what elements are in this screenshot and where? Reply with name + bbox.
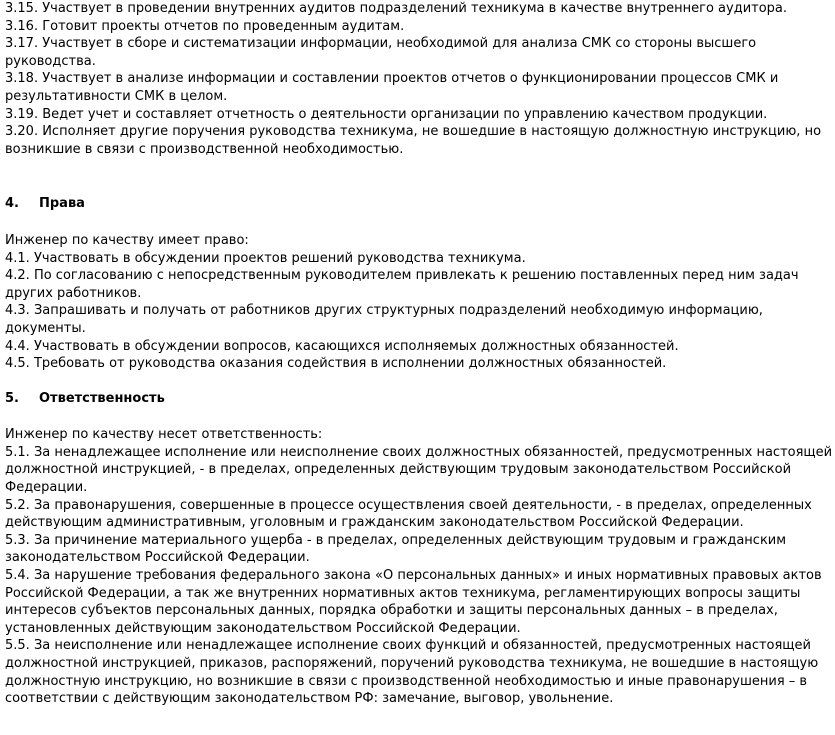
rights-intro: Инженер по качеству имеет право: — [5, 232, 249, 248]
section-heading-responsibility — [5, 390, 834, 408]
duty-item-3-19: 3.19. Ведет учет и составляет отчетность о деятельности организации по управлению качеством продукции. — [5, 106, 768, 122]
responsibility-item-5-4: 5.4. За нарушение требования федерального закона «О персональных данных» и иных нормативных правовых актов Российской Федерации, а так же внутренних нормативных актов техникума, регламентирующих вопросы защиты интересов субъектов персональных данных, порядка обработки и защиты персональных данных – в пределах, установленных действующим законодательством Российской Федерации. — [5, 568, 822, 636]
duty-item-3-20: 3.20. Исполняет другие поручения руководства техникума, не вошедшие в настоящую должностную инструкцию, но возникшие в связи с производственной необходимостью. — [5, 124, 822, 157]
responsibility-item-5-1: 5.1. За ненадлежащее исполнение или неисполнение своих должностных обязанностей, предусмотренных настоящей должностной инструкцией, - в пределах, определенных действующим трудовым законодательством Российской Федерации. — [5, 444, 833, 496]
section-number: 5. — [5, 390, 19, 406]
responsibility-item-5-5: 5.5. За неисполнение или ненадлежащее исполнение своих функций и обязанностей, предусмотренных настоящей должностной инструкцией, приказов, распоряжений, поручений руководства техникума, не вошедшие в настоящую должностную инструкцию, но возникшие в связи с производственной необходимостью и иные правонарушения – в соответствии с действующим законодательством РФ: замечание, выговор, увольнение. — [5, 638, 819, 707]
duty-item-3-15: 3.15. Участвует в проведении внутренних аудитов подразделений техникума в качестве внутреннего аудитора. — [5, 1, 788, 16]
section-rights — [5, 195, 834, 372]
rights-item-4-1: 4.1. Участвовать в обсуждении проектов решений руководства техникума. — [5, 250, 526, 266]
responsibility-item-5-2: 5.2. За правонарушения, совершенные в процессе осуществления своей деятельности, - в пределах, определенных действующим административным, уголовным и гражданским законодательством Российской Федерации. — [5, 497, 812, 531]
duties-continuation — [5, 0, 834, 158]
duty-item-3-16: 3.16. Готовит проекты отчетов по проведенным аудитам. — [5, 18, 405, 34]
responsibility-intro: Инженер по качеству несет ответственность: — [5, 427, 323, 443]
rights-item-4-4: 4.4. Участвовать в обсуждении вопросов, касающихся исполняемых должностных обязанностей. — [5, 338, 679, 354]
section-title: Права — [39, 196, 85, 212]
spacer — [5, 158, 834, 195]
spacer — [5, 373, 834, 390]
rights-item-4-5: 4.5. Требовать от руководства оказания содействия в исполнении должностных обязанностей. — [5, 356, 667, 372]
section-responsibility — [5, 390, 834, 708]
rights-item-4-2: 4.2. По согласованию с непосредственным руководителем привлекать к решению поставленных перед ним задач других работников. — [5, 268, 799, 301]
spacer — [5, 407, 834, 426]
responsibility-item-5-3: 5.3. За причинение материального ущерба - в пределах, определенных действующим трудовым и гражданским законодательством Российской Федерации. — [5, 532, 787, 566]
section-heading-rights — [5, 195, 834, 213]
rights-item-4-3: 4.3. Запрашивать и получать от работников других структурных подразделений необходимую информацию, документы. — [5, 303, 763, 336]
section-number: 4. — [5, 196, 19, 212]
spacer — [5, 213, 834, 232]
duty-item-3-17: 3.17. Участвует в сборе и систематизации информации, необходимой для анализа СМК со стороны высшего руководства. — [5, 36, 757, 69]
duty-item-3-18: 3.18. Участвует в анализе информации и составлении проектов отчетов о функционировании процессов СМК и результативности СМК в целом. — [5, 71, 779, 104]
section-title: Ответственность — [39, 390, 165, 406]
